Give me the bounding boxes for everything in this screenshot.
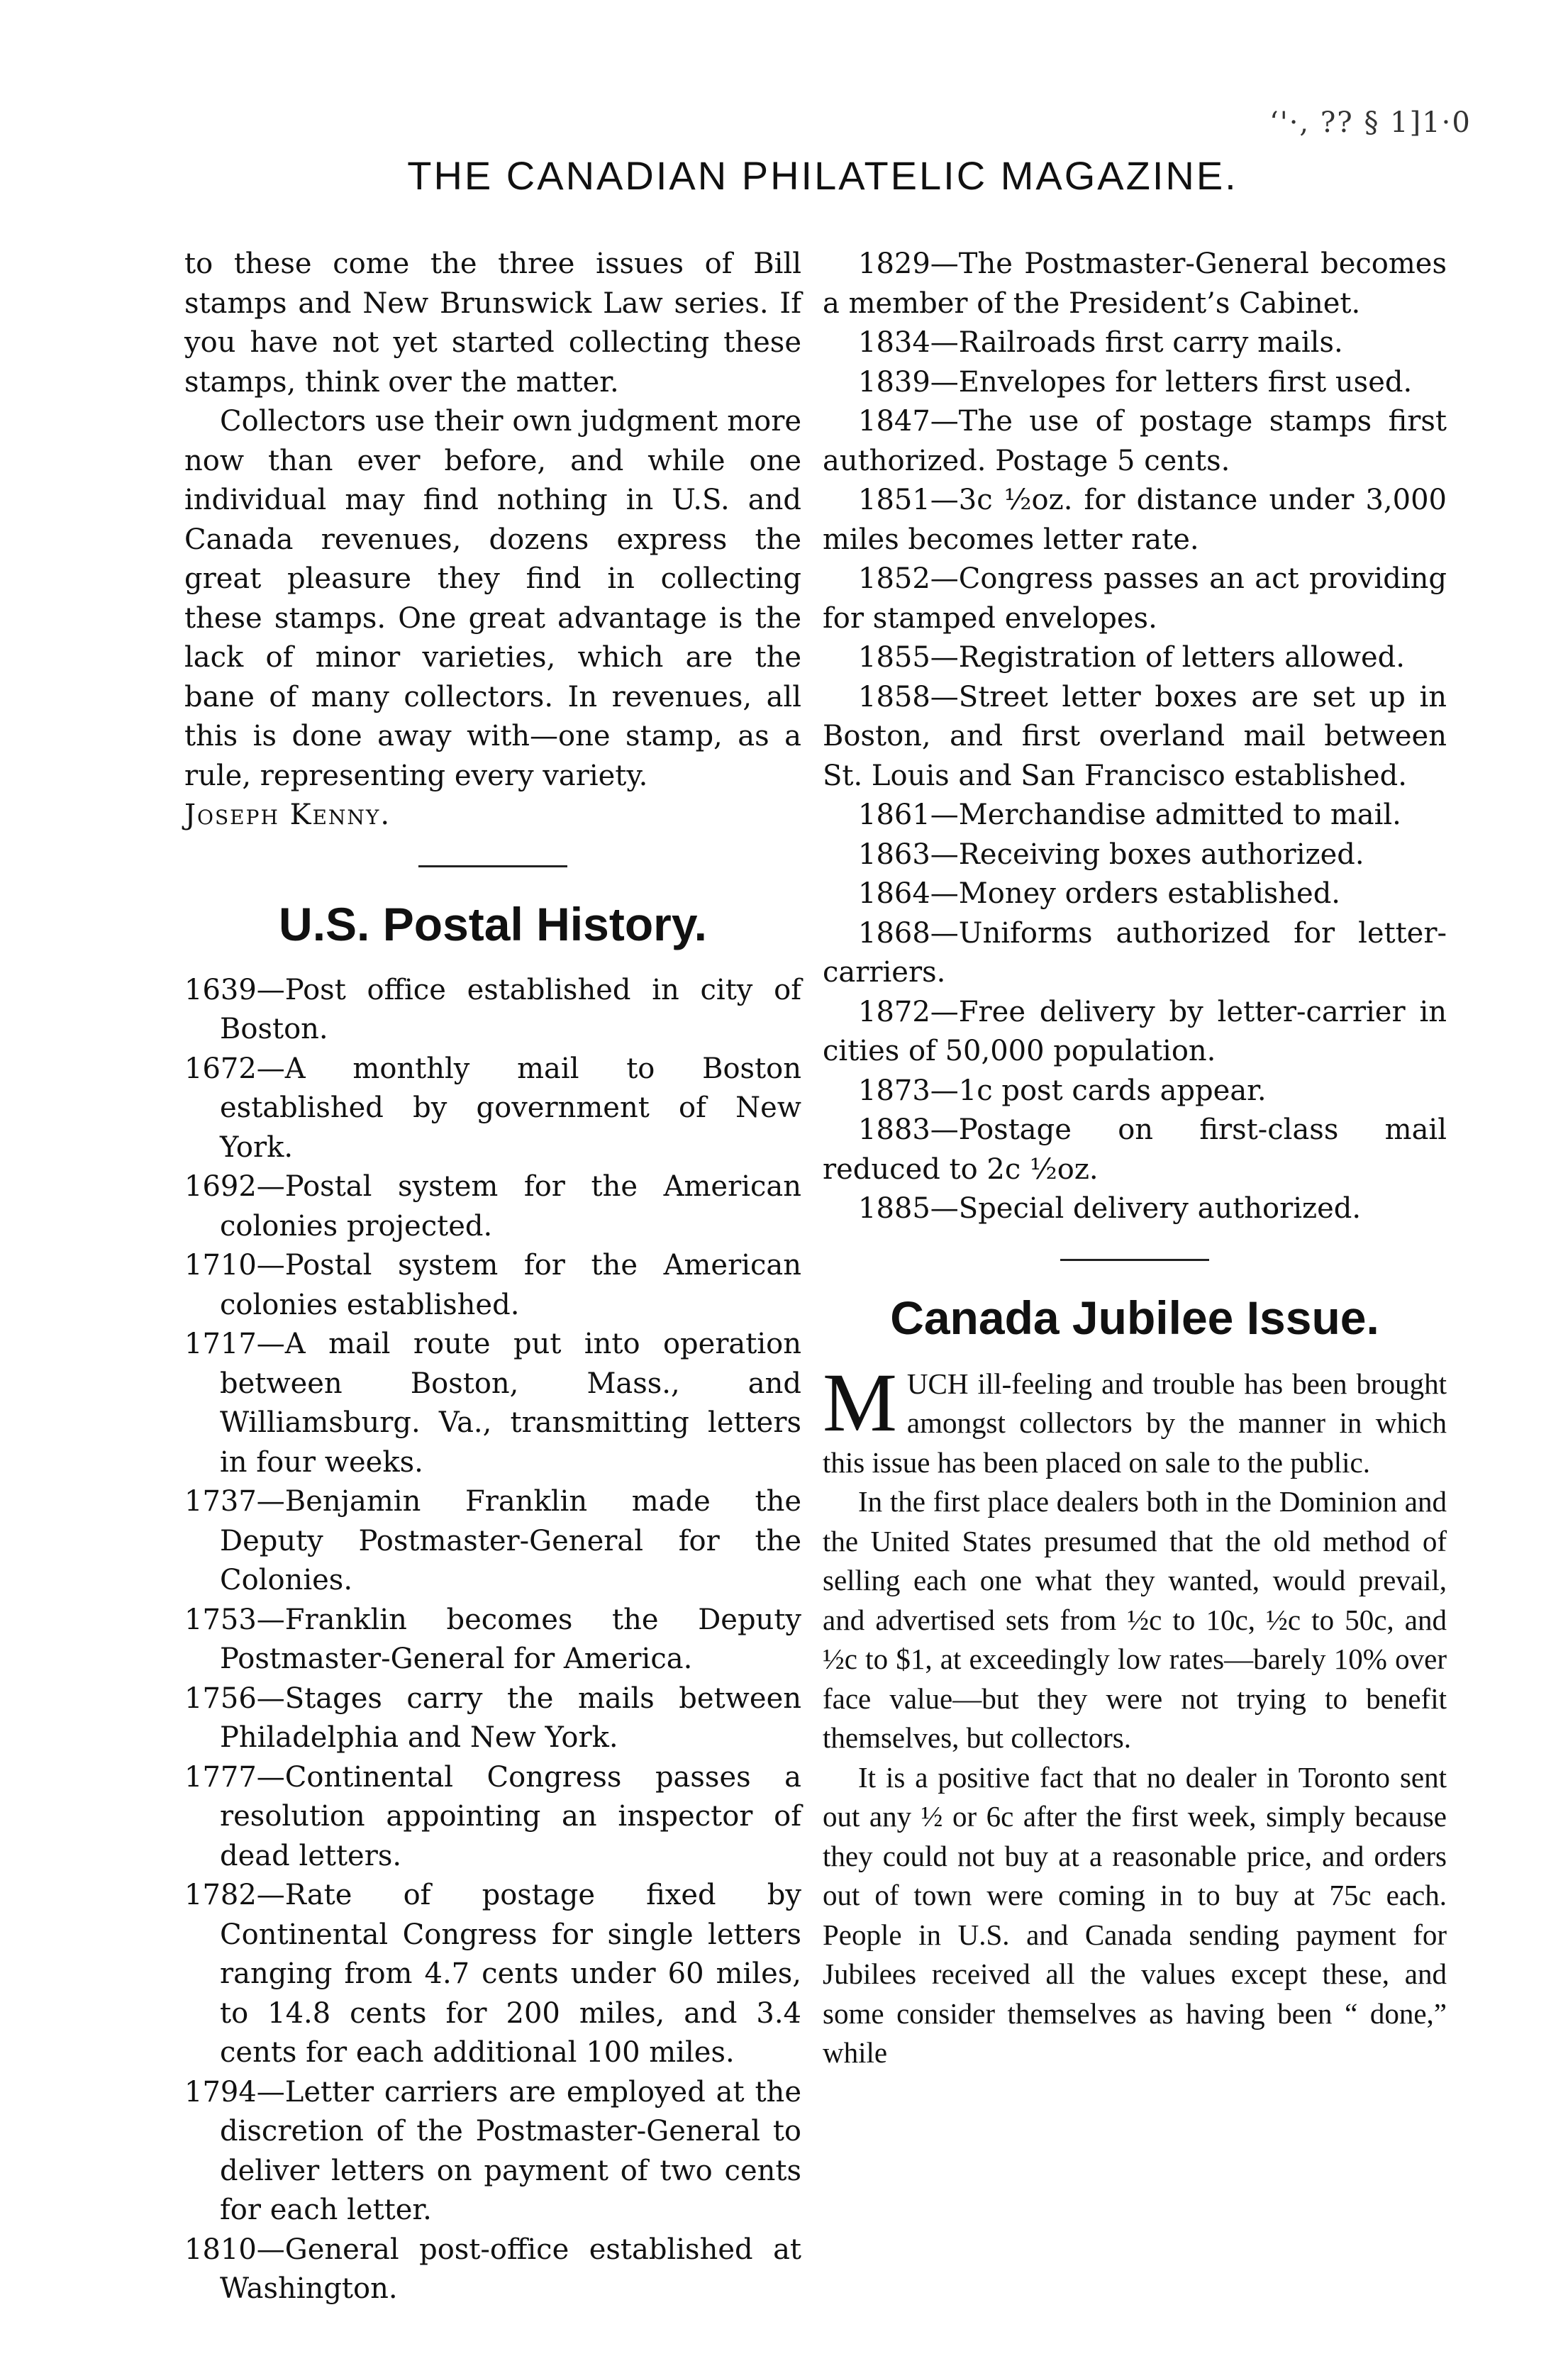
- history-entry: 1782—Rate of postage fixed by Continental Congress for single letters ranging from 4.7 cents under 60 miles, to 14.8 cents for 200 miles, and 3.4 cents for each additional 100 miles.: [184, 1879, 801, 2069]
- history-entry: 1717—A mail route put into operation between Boston, Mass., and Williamsburg. Va., transmitting letters in four weeks.: [184, 1328, 801, 1479]
- history-entry: 1861—Merchandise admitted to mail.: [858, 799, 1401, 831]
- history-entry: 1777—Continental Congress passes a resolution appointing an inspector of dead letters.: [184, 1760, 801, 1872]
- history-entry: 1872—Free delivery by letter-carrier in cities of 50,000 population.: [823, 995, 1447, 1067]
- postal-history-list-continued: [823, 245, 1447, 1229]
- article-paragraph: [823, 1355, 1447, 1483]
- history-entry: 1692—Postal system for the American colonies projected.: [184, 1170, 801, 1243]
- intro-paragraph: to these come the three issues of Bill stamps and New Brunswick Law series. If you have not yet started collecting these stamps, think over the matter.: [184, 248, 801, 399]
- history-entry: 1851—3c ½oz. for distance under 3,000 miles becomes letter rate.: [823, 484, 1447, 556]
- history-entry: 1834—Railroads first carry mails.: [858, 326, 1343, 359]
- section-divider: [418, 865, 567, 867]
- author-signature: Joseph Kenny.: [184, 799, 391, 831]
- section-heading-jubilee-issue: Canada Jubilee Issue.: [890, 1291, 1379, 1344]
- jubilee-article: [823, 1355, 1447, 2073]
- history-entry: 1829—The Postmaster-General becomes a member of the President’s Cabinet.: [823, 248, 1447, 320]
- drop-cap: M: [823, 1355, 897, 1449]
- history-entry: 1753—Franklin becomes the Deputy Postmaster-General for America.: [184, 1603, 801, 1675]
- corner-annotation: ‘'·, ?? § 1]1·0: [1269, 106, 1472, 139]
- history-entry: 1794—Letter carriers are employed at the discretion of the Postmaster-General to deliver letters on payment of two cents for each letter.: [184, 2075, 801, 2226]
- history-entry: 1839—Envelopes for letters first used.: [858, 365, 1413, 399]
- history-entry: 1863—Receiving boxes authorized.: [858, 838, 1364, 871]
- history-entry: 1873—1c post cards appear.: [858, 1074, 1267, 1107]
- first-paragraph-text: UCH ill-feeling and trouble has been brought amongst collectors by the manner in which this issue has been placed on sale to the public.: [823, 1367, 1447, 1479]
- article-paragraph: It is a positive fact that no dealer in Toronto sent out any ½ or 6c after the first week, simply because they could not buy at a reasonable price, and orders out of town were coming in to buy at 75c each. People in U.S. and Canada sending payment for Jubilees received all the values except these, and some consider themselves as having been “ done,” while: [823, 1760, 1447, 2069]
- left-column: [184, 245, 801, 2309]
- history-entry: 1868—Uniforms authorized for letter-carriers.: [823, 916, 1447, 989]
- history-entry: 1885—Special delivery authorized.: [858, 1192, 1362, 1225]
- history-entry: 1672—A monthly mail to Boston established by government of New York.: [184, 1052, 801, 1164]
- article-paragraph: In the first place dealers both in the Dominion and the United States presumed that the old method of selling each one what they wanted, would prevail, and advertised sets from ½c to 10c, ½c to 50c, and ½c to $1, at exceedingly low rates—barely 10% over face value—but they were not trying to benefit themselves, but collectors.: [823, 1485, 1447, 1754]
- history-entry: 1756—Stages carry the mails between Philadelphia and New York.: [184, 1682, 801, 1754]
- history-entry: 1883—Postage on first-class mail reduced to 2c ½oz.: [823, 1113, 1447, 1186]
- history-entry: 1852—Congress passes an act providing for stamped envelopes.: [823, 562, 1447, 635]
- history-entry: 1847—The use of postage stamps first authorized. Postage 5 cents.: [823, 405, 1447, 477]
- history-entry: 1710—Postal system for the American colonies established.: [184, 1249, 801, 1321]
- running-head: THE CANADIAN PHILATELIC MAGAZINE.: [407, 153, 1238, 198]
- section-heading-postal-history: U.S. Postal History.: [279, 897, 707, 950]
- history-entry: 1864—Money orders established.: [858, 877, 1341, 910]
- history-entry: 1858—Street letter boxes are set up in Boston, and first overland mail between St. Louis and San Francisco established.: [823, 680, 1447, 792]
- history-entry: 1639—Post office established in city of Boston.: [184, 973, 801, 1045]
- postal-history-list: [184, 971, 801, 2309]
- intro-paragraph: Collectors use their own judgment more now than ever before, and while one individual may find nothing in U.S. and Canada revenues, dozens express the great pleasure they find in collecting these stamps. One great advantage is the lack of minor varieties, which are the bane of many collectors. In revenues, all this is done away with—one stamp, as a rule, representing every variety.: [184, 405, 801, 792]
- section-divider: [1060, 1259, 1209, 1261]
- right-column: [823, 245, 1447, 2073]
- history-entry: 1855—Registration of letters allowed.: [858, 641, 1405, 674]
- history-entry: 1810—General post-office established at Washington.: [184, 2233, 801, 2305]
- history-entry: 1737—Benjamin Franklin made the Deputy Postmaster-General for the Colonies.: [184, 1485, 801, 1596]
